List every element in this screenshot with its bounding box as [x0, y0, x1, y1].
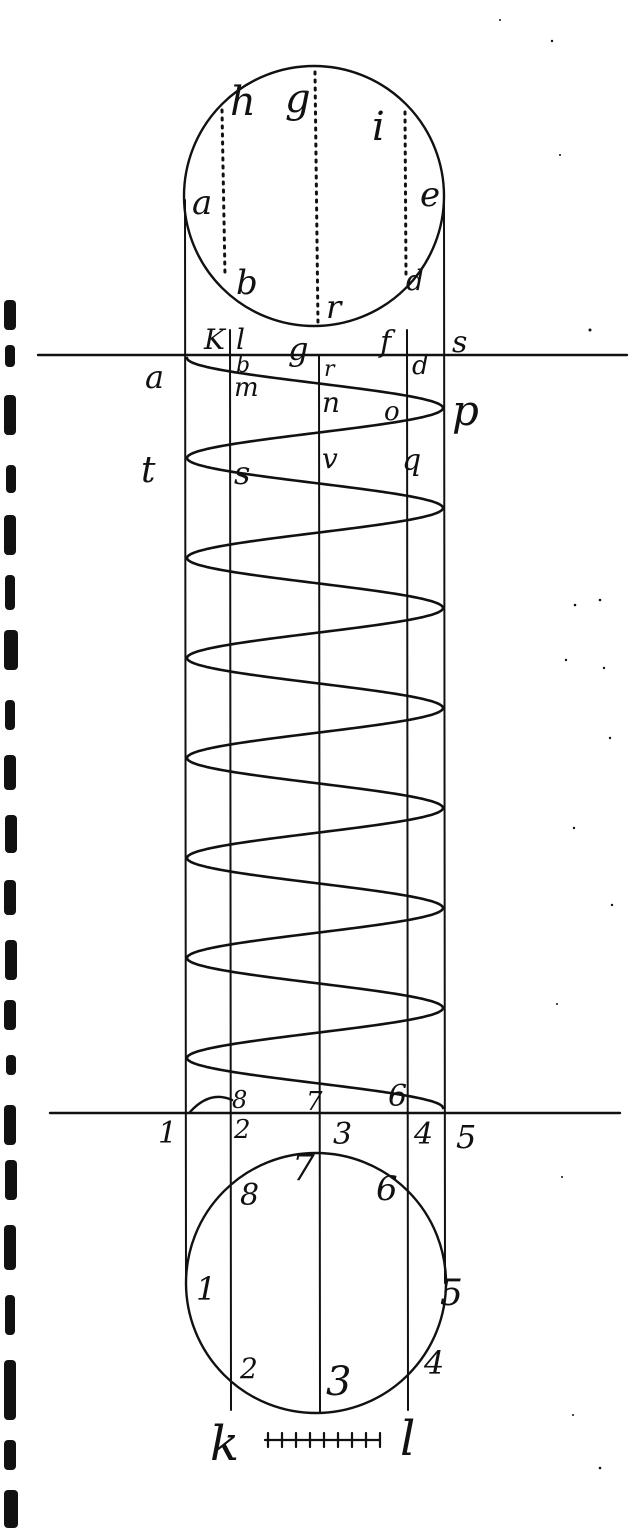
label-bottom-1: 1 [196, 1270, 217, 1308]
label-upper-s: s [452, 325, 468, 360]
vertical-d-4 [407, 330, 408, 1410]
label-upper-s2: s [234, 454, 251, 492]
label-lower-1: 1 [158, 1116, 178, 1151]
label-bottom-3: 3 [326, 1359, 352, 1405]
label-upper-p: p [452, 386, 479, 435]
label-top-e: e [420, 175, 441, 215]
lower-start-arc [190, 1097, 232, 1112]
label-lower-2: 2 [234, 1115, 251, 1145]
label-top-b: b [236, 263, 258, 303]
label-top-i: i [372, 104, 385, 150]
label-lower-5: 5 [456, 1118, 477, 1156]
label-upper-v: v [322, 442, 338, 475]
vertical-a-1 [185, 200, 186, 1283]
label-top-g: g [285, 76, 311, 122]
label-upper-g: g [288, 330, 309, 368]
label-upper-l: l [236, 323, 245, 356]
label-upper-d: d [412, 351, 429, 381]
label-top-r: r [326, 288, 342, 326]
label-upper-n: n [322, 386, 341, 419]
lower-line-labels [158, 1079, 476, 1156]
label-bottom-4: 4 [424, 1344, 445, 1382]
label-scale-l: l [400, 1411, 416, 1467]
label-bottom-6: 6 [376, 1169, 398, 1209]
paper-specks [499, 19, 613, 1469]
label-bottom-2: 2 [240, 1352, 258, 1385]
label-lower-8: 8 [232, 1086, 248, 1114]
label-top-d: d [406, 264, 424, 297]
label-upper-a: a [145, 358, 165, 396]
label-upper-t: t [141, 450, 156, 491]
vertical-e-5 [444, 200, 445, 1283]
margin-bleed-marks [4, 300, 18, 1528]
label-lower-7: 7 [306, 1087, 323, 1117]
label-upper-q: q [402, 443, 422, 478]
vertical-h-2 [230, 330, 231, 1410]
label-top-a: a [192, 183, 213, 223]
scale-bar [265, 1433, 380, 1447]
bottom-circle-labels [196, 1148, 463, 1405]
label-lower-6: 6 [388, 1079, 408, 1114]
label-bottom-7: 7 [292, 1148, 315, 1189]
label-bottom-8: 8 [240, 1178, 260, 1213]
upper-line-labels [141, 323, 479, 492]
label-lower-4: 4 [414, 1117, 434, 1152]
label-upper-m: m [234, 373, 259, 403]
label-upper-f: f [380, 325, 392, 360]
label-scale-k: k [210, 1416, 240, 1472]
label-upper-r: r [324, 357, 335, 382]
scale-labels [210, 1411, 415, 1472]
label-upper-k: K [204, 323, 225, 356]
label-upper-o: o [384, 397, 400, 427]
label-lower-3: 3 [333, 1117, 353, 1152]
label-upper-b: b [236, 353, 251, 378]
label-top-h: h [230, 79, 256, 125]
label-bottom-5: 5 [440, 1273, 463, 1314]
